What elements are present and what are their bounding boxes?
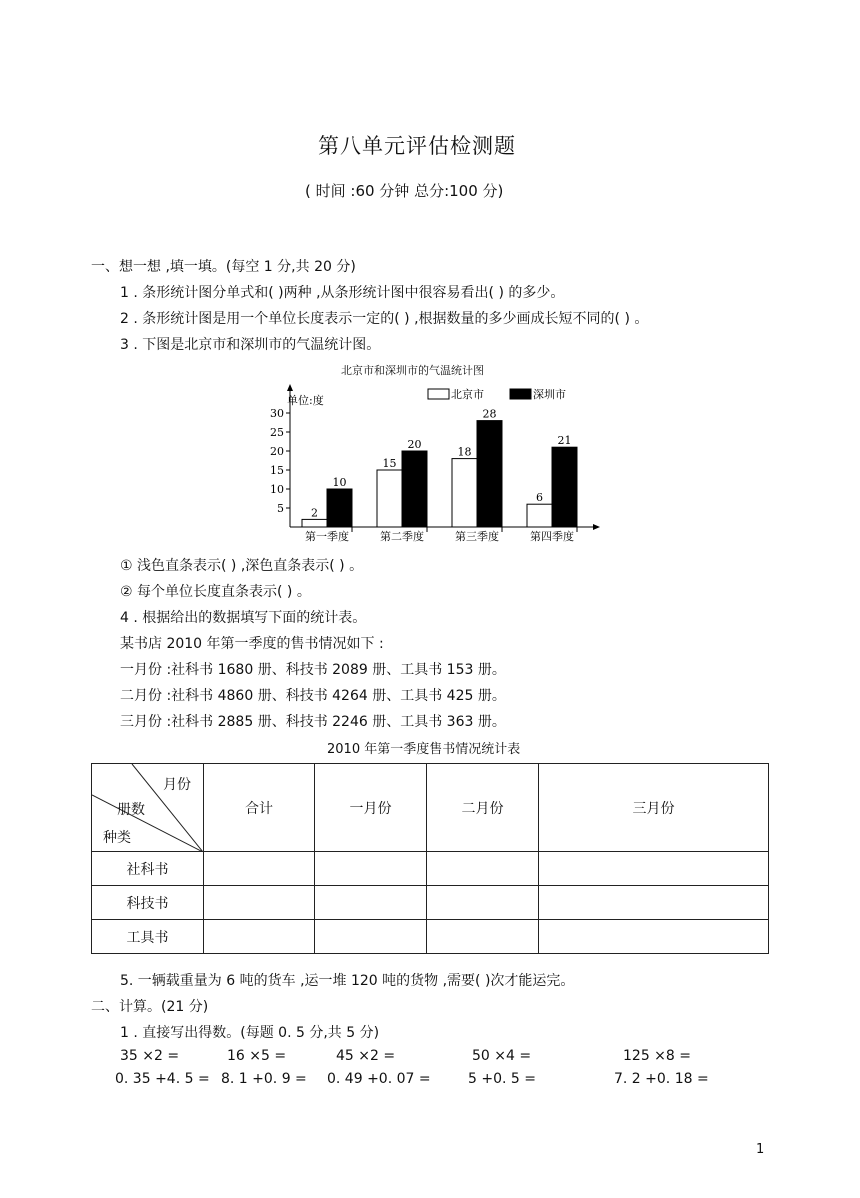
y-tick-label: 30	[270, 407, 284, 420]
bar-shenzhen	[477, 421, 502, 527]
question-1: 1 . 条形统计图分单式和( )两种 ,从条形统计图中很容易看出( ) 的多少。	[120, 285, 565, 301]
table-cell[interactable]	[315, 920, 427, 954]
bar-shenzhen	[552, 447, 577, 527]
bar-value-label: 20	[407, 438, 422, 451]
header-total: 合计	[204, 764, 315, 852]
x-tick-label: 第二季度	[380, 530, 424, 543]
calc-item: 0. 35 +4. 5 =	[115, 1071, 210, 1087]
bar-beijing	[377, 470, 402, 527]
header-feb: 二月份	[427, 764, 539, 852]
table-row	[92, 886, 769, 920]
y-tick-label: 20	[270, 445, 284, 458]
header-mar: 三月份	[539, 764, 769, 852]
section1-heading: 一、想一想 ,填一填。(每空 1 分,共 20 分)	[91, 259, 356, 275]
bar-value-label: 6	[536, 491, 543, 505]
table-row	[92, 920, 769, 954]
temperature-bar-chart	[250, 378, 610, 548]
table-cell[interactable]	[315, 852, 427, 886]
y-tick-label: 25	[270, 426, 284, 439]
table-title: 2010 年第一季度售书情况统计表	[327, 742, 521, 757]
table-cell[interactable]	[427, 920, 539, 954]
page-subtitle: ( 时间 :60 分钟 总分:100 分)	[305, 182, 504, 200]
question-3: 3 . 下图是北京市和深圳市的气温统计图。	[120, 337, 381, 353]
bar-shenzhen	[327, 489, 352, 527]
bar-beijing	[527, 504, 552, 527]
table-cell[interactable]	[539, 920, 769, 954]
y-tick-label: 15	[270, 464, 284, 477]
page-number: 1	[756, 1142, 765, 1157]
calc-item: 7. 2 +0. 18 =	[614, 1071, 709, 1087]
calc-item: 5 +0. 5 =	[468, 1071, 536, 1087]
question-4-jan: 一月份 :社科书 1680 册、科技书 2089 册、工具书 153 册。	[120, 662, 506, 678]
section2-heading: 二、计算。(21 分)	[91, 999, 209, 1015]
calc-item: 0. 49 +0. 07 =	[327, 1071, 431, 1087]
x-axis-arrow	[593, 524, 600, 530]
bar-value-label: 28	[482, 407, 497, 421]
legend-label: 深圳市	[533, 388, 566, 401]
question-2: 2 . 条形统计图是用一个单位长度表示一定的( ) ,根据数量的多少画成长短不同的( ) 。	[120, 311, 649, 327]
calc-item: 50 ×4 =	[472, 1048, 532, 1064]
x-tick-label: 第一季度	[305, 530, 349, 543]
question-4: 4 . 根据给出的数据填写下面的统计表。	[120, 610, 367, 626]
legend-swatch	[428, 389, 449, 399]
bar-value-label: 21	[557, 434, 572, 448]
legend-label: 北京市	[451, 388, 484, 401]
question-3-b: ② 每个单位长度直条表示( ) 。	[120, 584, 311, 600]
calc-item: 45 ×2 =	[336, 1048, 396, 1064]
question-4-feb: 二月份 :社科书 4860 册、科技书 4264 册、工具书 425 册。	[120, 688, 506, 704]
table-cell[interactable]	[204, 886, 315, 920]
calc-item: 16 ×5 =	[227, 1048, 287, 1064]
bar-value-label: 10	[332, 476, 347, 489]
header-jan: 一月份	[315, 764, 427, 852]
calc-item: 8. 1 +0. 9 =	[221, 1071, 307, 1087]
table-cell[interactable]	[427, 852, 539, 886]
question-3-a: ① 浅色直条表示( ) ,深色直条表示( ) 。	[120, 558, 364, 574]
table-corner-cell	[92, 764, 204, 852]
row-label-social: 社科书	[92, 852, 204, 886]
table-cell[interactable]	[539, 852, 769, 886]
table-cell[interactable]	[539, 886, 769, 920]
calc-item: 125 ×8 =	[623, 1048, 691, 1064]
page-title: 第八单元评估检测题	[318, 134, 516, 158]
y-axis-arrow	[287, 384, 293, 391]
y-tick-label: 10	[270, 483, 284, 496]
chart-title: 北京市和深圳市的气温统计图	[341, 364, 484, 377]
chart-ylabel: 单位:度	[287, 394, 324, 407]
x-tick-label: 第四季度	[530, 530, 574, 543]
question-4-mar: 三月份 :社科书 2885 册、科技书 2246 册、工具书 363 册。	[120, 714, 506, 730]
y-tick-label: 5	[277, 502, 284, 515]
section2-question-1: 1 . 直接写出得数。(每题 0. 5 分,共 5 分)	[120, 1025, 380, 1041]
legend-swatch	[510, 389, 531, 399]
corner-label-count: 册数	[117, 802, 145, 818]
x-tick-label: 第三季度	[455, 530, 499, 543]
row-label-tech: 科技书	[92, 886, 204, 920]
calc-item: 35 ×2 =	[120, 1048, 180, 1064]
row-label-tools: 工具书	[92, 920, 204, 954]
table-row	[92, 852, 769, 886]
book-sales-table	[91, 763, 769, 954]
bar-beijing	[452, 459, 477, 527]
question-5: 5. 一辆载重量为 6 吨的货车 ,运一堆 120 吨的货物 ,需要( )次才能运完。	[120, 973, 575, 989]
bar-beijing	[302, 519, 327, 527]
question-4-intro: 某书店 2010 年第一季度的售书情况如下 :	[120, 636, 384, 652]
table-header-row	[92, 764, 769, 852]
table-cell[interactable]	[204, 920, 315, 954]
bar-value-label: 18	[457, 445, 472, 459]
bar-shenzhen	[402, 451, 427, 527]
bar-value-label: 2	[311, 506, 318, 520]
table-cell[interactable]	[427, 886, 539, 920]
table-cell[interactable]	[315, 886, 427, 920]
corner-label-type: 种类	[103, 830, 131, 846]
bar-value-label: 15	[382, 457, 397, 470]
corner-label-month: 月份	[163, 777, 191, 793]
table-cell[interactable]	[204, 852, 315, 886]
